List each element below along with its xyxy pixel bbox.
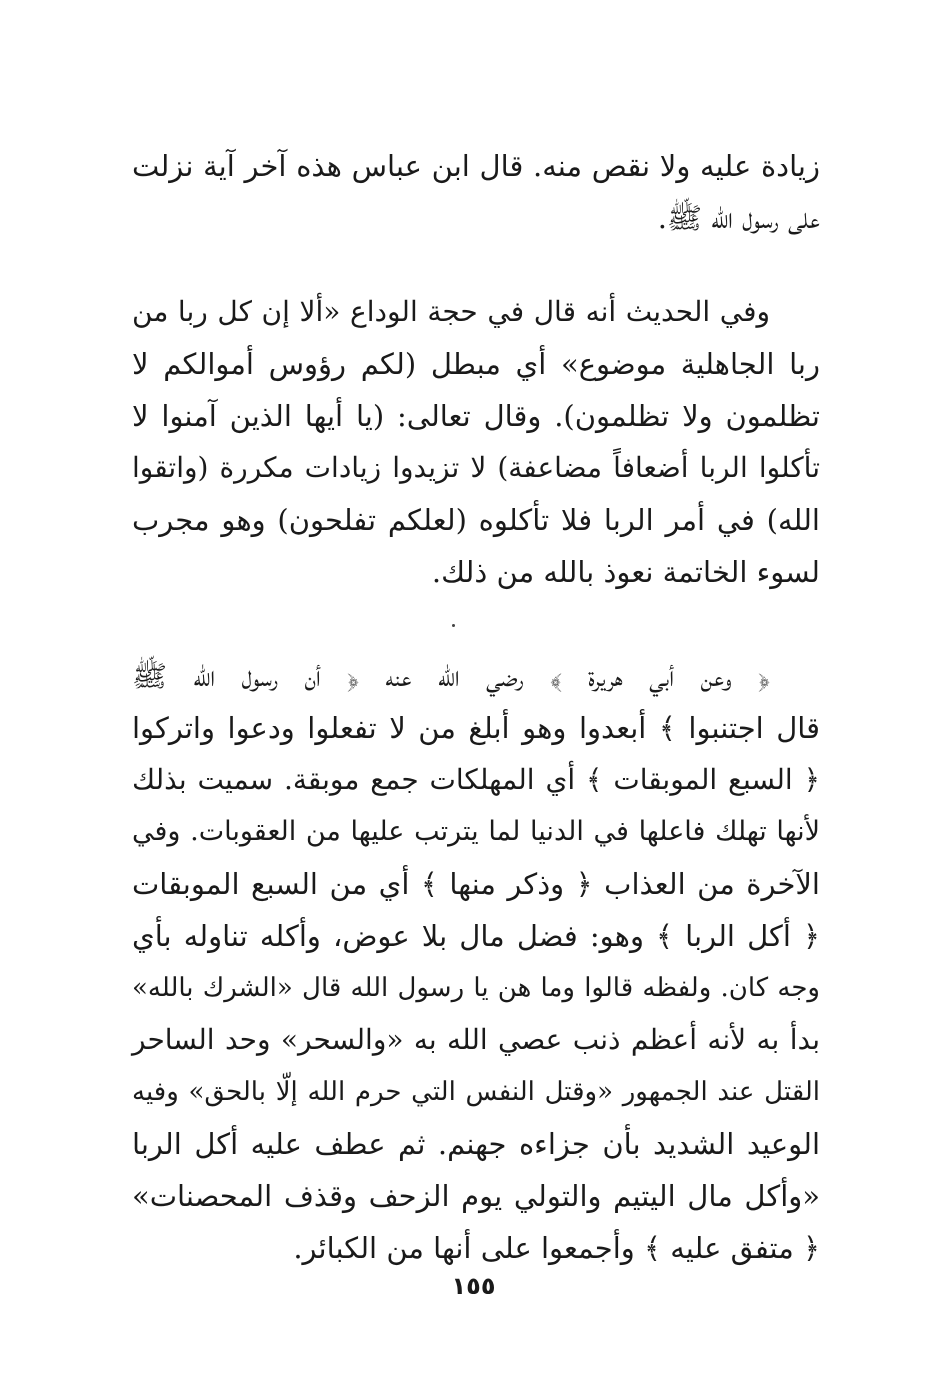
page-body	[132, 140, 820, 1274]
text-line: ﴿ السبع الموبقات ﴾ أي المهلكات جمع موبقة. سميت بذلك	[132, 763, 820, 796]
text-line: زيادة عليه ولا نقص منه. قال ابن عباس هذه آخر آية نزلت	[132, 149, 820, 183]
text-line: الوعيد الشديد بأن جزاءه جهنم. ثم عطف عليه أكل الربا	[132, 1127, 820, 1161]
text-line: وجه كان. ولفظه قالوا وما هن يا رسول الله قال «الشرك بالله»	[132, 973, 820, 1003]
page-number: ١٥٥	[451, 1272, 496, 1300]
text-line: تظلمون ولا تظلمون). وقال تعالى: (يا أيها الذين آمنوا لا	[132, 399, 820, 433]
text-line: «وأكل مال اليتيم والتولي يوم الزحف وقذف المحصنات»	[132, 1179, 820, 1213]
text-line: ﴿ متفق عليه ﴾ وأجمعوا على أنها من الكبائر.	[293, 1231, 820, 1265]
text-line: الآخرة من العذاب ﴿ وذكر منها ﴾ أي من السبع الموبقات	[132, 867, 820, 901]
paragraph-2	[132, 286, 820, 598]
text-line: لأنها تهلك فاعلها في الدنيا لما يترتب عليها من العقوبات. وفي	[132, 816, 820, 847]
text-line: وفي الحديث أنه قال في حجة الوداع «ألا إن كل ربا من	[132, 295, 770, 328]
text-line: ﴿ وعن أبي هريرة ﴾ رضي الله عنه ﴿ أن رسول الله ﷺ	[132, 659, 770, 693]
scan-speck	[452, 624, 455, 627]
text-line: القتل عند الجمهور «وقتل النفس التي حرم الله إلّا بالحق» وفيه	[132, 1077, 820, 1107]
text-line: على رسول الله ﷺ.	[657, 201, 820, 235]
paragraph-3	[132, 650, 820, 1274]
text-line: ﴿ أكل الربا ﴾ وهو: فضل مال بلا عوض، وأكله تناوله بأي	[132, 919, 820, 953]
paragraph-1	[132, 140, 820, 244]
text-line: لسوء الخاتمة نعوذ بالله من ذلك.	[431, 555, 820, 589]
text-line: ربا الجاهلية موضوع» أي مبطل (لكم رؤوس أموالكم لا	[132, 347, 820, 381]
text-line: قال اجتنبوا ﴾ أبعدوا وهو أبلغ من لا تفعلوا ودعوا واتركوا	[132, 711, 820, 745]
text-line: بدأ به لأنه أعظم ذنب عصي الله به «والسحر» وحد الساحر	[132, 1023, 820, 1056]
text-line: تأكلوا الربا أضعافاً مضاعفة) لا تزيدوا زيادات مكررة (واتقوا	[132, 451, 820, 484]
text-line: الله) في أمر الربا فلا تأكلوه (لعلكم تفلحون) وهو مجرب	[132, 503, 820, 537]
